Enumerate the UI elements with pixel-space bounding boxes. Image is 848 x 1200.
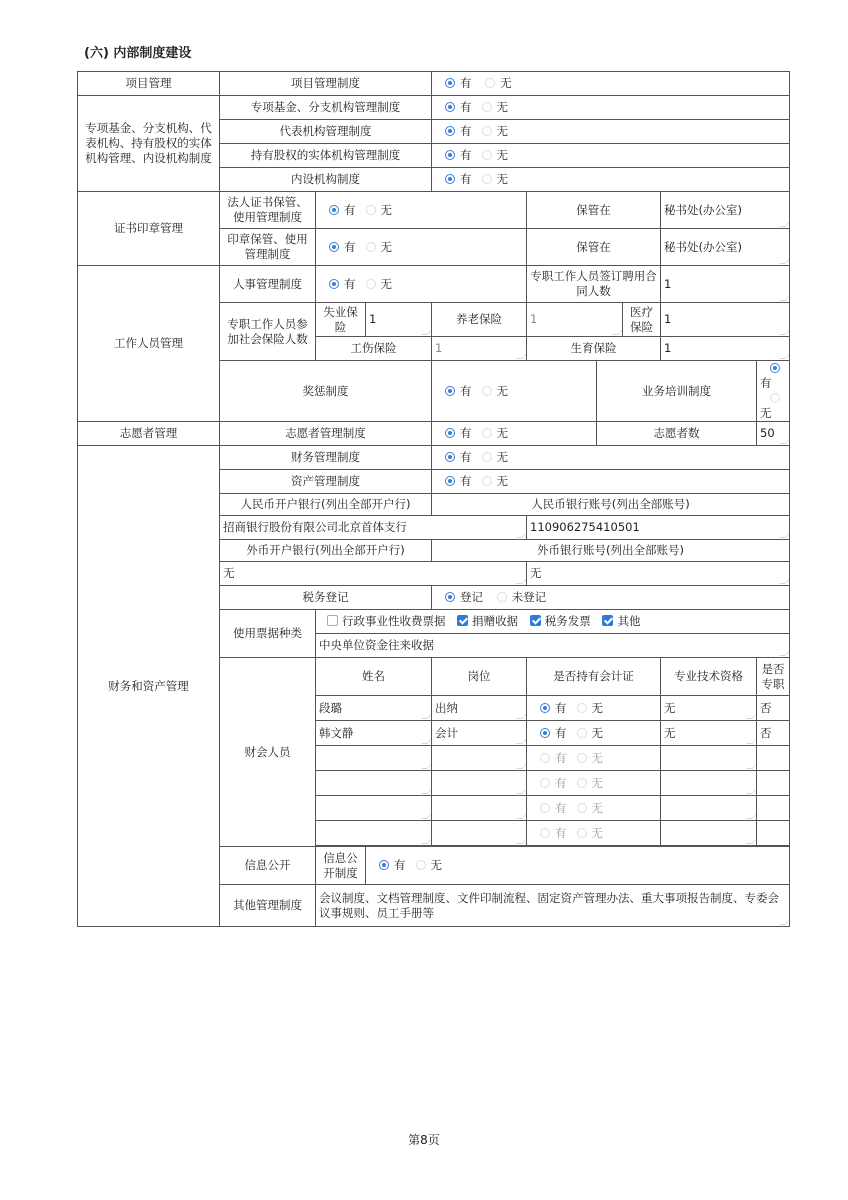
radio-yes-selected[interactable] (445, 102, 455, 112)
acct-fulltime-field[interactable] (757, 746, 790, 771)
maternity-label: 生育保险 (527, 337, 661, 361)
radio-no[interactable] (482, 428, 492, 438)
radio-no[interactable] (366, 279, 376, 289)
radio-yes-selected[interactable] (445, 452, 455, 462)
medical-field[interactable]: 1 (661, 303, 790, 337)
special-item: 专项基金、分支机构管理制度 (220, 96, 432, 120)
radio-no[interactable] (482, 102, 492, 112)
radio-yes-selected[interactable] (445, 78, 455, 88)
radio-no[interactable] (577, 778, 587, 788)
cert-row2-label: 印章保管、使用管理制度 (220, 229, 316, 266)
cert-row2-kept-field[interactable]: 秘书处(办公室) (661, 229, 790, 266)
table-row: 有 无 (78, 771, 790, 796)
asset-system-label: 资产管理制度 (220, 470, 432, 494)
table-row: 段璐 出纳 有 无 无 否 (78, 696, 790, 721)
acct-header-fulltime: 是否专职 (757, 658, 790, 696)
cert-row1-kept-field[interactable]: 秘书处(办公室) (661, 192, 790, 229)
acct-post-field[interactable]: 出纳 (432, 696, 527, 721)
acct-name-field[interactable]: 韩文静 (316, 721, 432, 746)
unemployment-field[interactable]: 1 (366, 303, 432, 337)
internal-system-table: 项目管理 项目管理制度 有 无 专项基金、分支机构、代表机构、持有股权的实体机构管理、内设机构制度 专项基金、分支机构管理制度 有 无 代表机构管理制度 有 无 持有股权的实体机构管理制度 有 无 内设机构制度 有 无 证书印章管理 法人证书保管、使用管理制度 有 无 保管在 秘书处(办公室) 印章保管、使用管理制度 有 无 保管在 秘书处(办公室) 工作人员管理 人事管理制度 有 无 专职工作人员签订聘用合同人数 1 专职工作人员参加社会保险人数 失业保险 1 养老保险 1 医疗保险 1 工伤保险 1 生育保险 1 奖惩制度 有 无 业务培训制度 有无 志愿者管理 志愿者管理制度 有 无 志愿者数 50 财务和资产管理 财务管理制度 有 无 资产管理制度 有 无 人民币开户银行(列出全部开户行) 人民币银行账号(列出全部账号) 招商银行股份有限公司北京首体支行 110906275410501 外币开户银行(列出全部开户行) 外币银行账号(列出全部账号) 无 无 税务登记 登记 未登记 使用票据种类 行政事业性收费票据 捐赠收据 税务发票 其他 中央单位资金往来收据 财会人员 姓名 岗位 是否持有会计证 专业技术资格 是否专职 段璐 出纳 有 无 无 否 韩文静 会计 有 无 无 否 有 无 有 无 有 无 有 无 信息公开 信息公开制度 有 无 其他管理制度 会议制度、文档管理制度、文件印制流程、固定资产管理办法、重大事项报告制度、专委会议事规则、员工手册等 (77, 71, 790, 927)
kept-at-label: 保管在 (527, 229, 661, 266)
radio-no[interactable] (416, 860, 426, 870)
insurance-label: 专职工作人员参加社会保险人数 (220, 303, 316, 361)
radio-no[interactable] (577, 803, 587, 813)
injury-field[interactable]: 1 (432, 337, 527, 361)
project-category: 项目管理 (78, 72, 220, 96)
radio-yes-selected[interactable] (445, 150, 455, 160)
rmb-account-label: 人民币银行账号(列出全部账号) (432, 494, 790, 516)
acct-qual-field[interactable] (661, 771, 757, 796)
acct-fulltime-field[interactable]: 否 (757, 721, 790, 746)
checkbox-other[interactable] (602, 615, 613, 626)
acct-fulltime-field[interactable]: 否 (757, 696, 790, 721)
acct-name-field[interactable]: 段璐 (316, 696, 432, 721)
accountant-label: 财会人员 (220, 658, 316, 847)
radio-yes[interactable] (540, 828, 550, 838)
table-row: 有 无 (78, 796, 790, 821)
radio-yes[interactable] (540, 803, 550, 813)
fx-bank-field[interactable]: 无 (220, 562, 527, 586)
training-label: 业务培训制度 (597, 361, 757, 422)
radio-yes-selected[interactable] (445, 386, 455, 396)
staff-category: 工作人员管理 (78, 266, 220, 422)
section-title: (六) 内部制度建设 (84, 46, 192, 61)
medical-label: 医疗保险 (623, 303, 661, 337)
radio-yes-selected[interactable] (540, 728, 550, 738)
special-item: 代表机构管理制度 (220, 120, 432, 144)
radio-no[interactable] (577, 828, 587, 838)
acct-fulltime-field[interactable] (757, 821, 790, 846)
acct-qual-field[interactable] (661, 746, 757, 771)
volunteer-category: 志愿者管理 (78, 422, 220, 446)
radio-no[interactable] (482, 476, 492, 486)
acct-header-name: 姓名 (316, 658, 432, 696)
rmb-account-field[interactable]: 110906275410501 (527, 516, 790, 540)
radio-no[interactable] (770, 393, 780, 403)
acct-post-field[interactable]: 会计 (432, 721, 527, 746)
other-systems-label: 其他管理制度 (220, 885, 316, 927)
table-row: 有 无 (78, 746, 790, 771)
radio-no[interactable] (482, 150, 492, 160)
radio-yes-selected[interactable] (770, 363, 780, 373)
radio-yes-selected[interactable] (379, 860, 389, 870)
radio-yes-selected[interactable] (329, 205, 339, 215)
kept-at-label: 保管在 (527, 192, 661, 229)
page-number: 第8页 (408, 1133, 440, 1147)
volunteer-system-label: 志愿者管理制度 (220, 422, 432, 446)
radio-no[interactable] (485, 78, 495, 88)
fx-account-label: 外币银行账号(列出全部账号) (432, 540, 790, 562)
bill-types-options: 行政事业性收费票据 捐赠收据 税务发票 其他 (316, 610, 790, 634)
table-row: 有 无 (78, 821, 790, 846)
acct-name-field[interactable] (316, 796, 432, 821)
radio-no[interactable] (482, 386, 492, 396)
checkbox-admin-fee-bill[interactable] (327, 615, 338, 626)
radio-no[interactable] (482, 452, 492, 462)
tax-registration-label: 税务登记 (220, 586, 432, 610)
radio-no[interactable] (577, 728, 587, 738)
contract-count-field[interactable]: 1 (661, 266, 790, 303)
cert-category: 证书印章管理 (78, 192, 220, 266)
hr-system-label: 人事管理制度 (220, 266, 316, 303)
cert-row1-label: 法人证书保管、使用管理制度 (220, 192, 316, 229)
acct-name-field[interactable] (316, 771, 432, 796)
bill-types-label: 使用票据种类 (220, 610, 316, 658)
rmb-bank-label: 人民币开户银行(列出全部开户行) (220, 494, 432, 516)
fx-bank-label: 外币开户银行(列出全部开户行) (220, 540, 432, 562)
acct-name-field[interactable] (316, 821, 432, 846)
radio-yes-selected[interactable] (329, 279, 339, 289)
acct-qual-field[interactable] (661, 796, 757, 821)
radio-yes[interactable] (540, 753, 550, 763)
finance-category: 财务和资产管理 (78, 446, 220, 927)
radio-yes-selected[interactable] (445, 476, 455, 486)
radio-unregistered[interactable] (497, 592, 507, 602)
acct-qual-field[interactable]: 无 (661, 696, 757, 721)
radio-yes-selected[interactable] (445, 126, 455, 136)
radio-registered-selected[interactable] (445, 592, 455, 602)
radio-no[interactable] (482, 174, 492, 184)
checkbox-donation-receipt[interactable] (457, 615, 468, 626)
maternity-field[interactable]: 1 (661, 337, 790, 361)
acct-qual-field[interactable] (661, 821, 757, 846)
radio-yes-selected[interactable] (445, 174, 455, 184)
acct-post-field[interactable] (432, 821, 527, 846)
contract-count-label: 专职工作人员签订聘用合同人数 (527, 266, 661, 303)
injury-label: 工伤保险 (316, 337, 432, 361)
radio-no[interactable] (577, 703, 587, 713)
pension-label: 养老保险 (432, 303, 527, 337)
radio-no[interactable] (366, 242, 376, 252)
acct-fulltime-field[interactable] (757, 771, 790, 796)
radio-yes-selected[interactable] (540, 703, 550, 713)
special-item: 内设机构制度 (220, 168, 432, 192)
unemployment-label: 失业保险 (316, 303, 366, 337)
volunteer-count-field[interactable]: 50 (757, 422, 790, 446)
volunteer-count-label: 志愿者数 (597, 422, 757, 446)
acct-header-post: 岗位 (432, 658, 527, 696)
acct-post-field[interactable] (432, 771, 527, 796)
pension-field[interactable]: 1 (527, 303, 623, 337)
fx-account-field[interactable]: 无 (527, 562, 790, 586)
radio-yes-selected[interactable] (329, 242, 339, 252)
fin-system-label: 财务管理制度 (220, 446, 432, 470)
acct-header-cert: 是否持有会计证 (527, 658, 661, 696)
project-system-radio: 有 无 (432, 72, 790, 96)
checkbox-tax-invoice[interactable] (530, 615, 541, 626)
acct-header-qual: 专业技术资格 (661, 658, 757, 696)
acct-post-field[interactable] (432, 796, 527, 821)
acct-post-field[interactable] (432, 746, 527, 771)
table-row: 韩文静 会计 有 无 无 否 (78, 721, 790, 746)
radio-yes-selected[interactable] (445, 428, 455, 438)
special-category: 专项基金、分支机构、代表机构、持有股权的实体机构管理、内设机构制度 (78, 96, 220, 192)
reward-label: 奖惩制度 (220, 361, 432, 422)
radio-no[interactable] (366, 205, 376, 215)
rmb-bank-field[interactable]: 招商银行股份有限公司北京首体支行 (220, 516, 527, 540)
acct-name-field[interactable] (316, 746, 432, 771)
info-disclosure-label: 信息公开 (220, 847, 316, 885)
radio-yes[interactable] (540, 778, 550, 788)
project-system-label: 项目管理制度 (220, 72, 432, 96)
acct-fulltime-field[interactable] (757, 796, 790, 821)
info-disclosure-system-label: 信息公开制度 (316, 847, 366, 885)
radio-no[interactable] (577, 753, 587, 763)
bill-other-field[interactable]: 中央单位资金往来收据 (316, 634, 790, 658)
radio-no[interactable] (482, 126, 492, 136)
special-item: 持有股权的实体机构管理制度 (220, 144, 432, 168)
acct-qual-field[interactable]: 无 (661, 721, 757, 746)
other-systems-field[interactable]: 会议制度、文档管理制度、文件印制流程、固定资产管理办法、重大事项报告制度、专委会议事规则、员工手册等 (316, 885, 790, 927)
